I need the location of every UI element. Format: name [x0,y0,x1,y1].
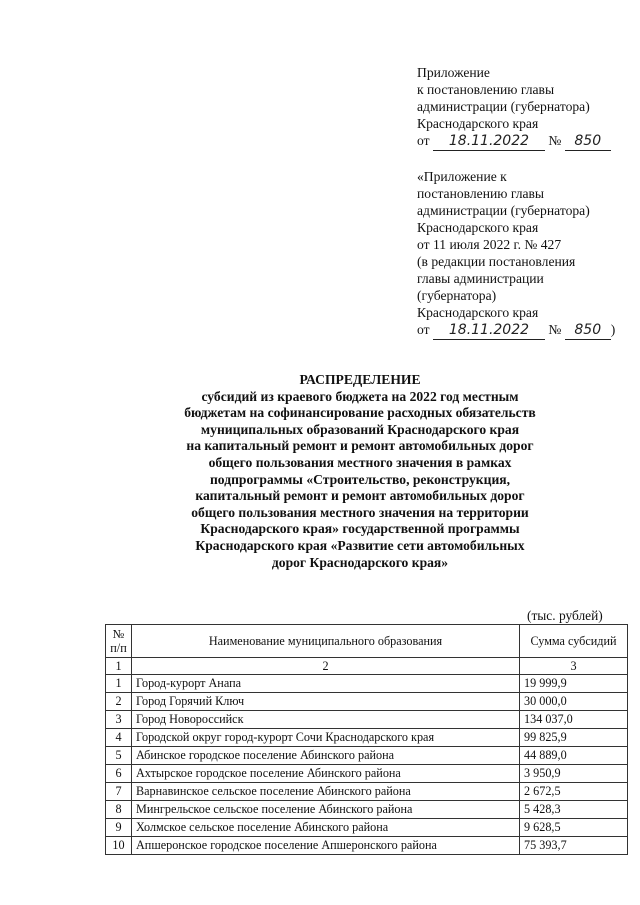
closing-bracket: ) [610,322,616,337]
table-row [106,729,628,747]
annex-line: Краснодарского края [417,220,539,235]
title-line: дорог Краснодарского края» [271,554,449,570]
handwritten-date: 18.11.2022 [433,322,545,340]
table-row [106,747,628,765]
row-name: Холмское сельское поселение Абинского района [132,819,520,837]
row-sum: 2 672,5 [520,783,628,801]
row-sum: 75 393,7 [520,837,628,855]
row-name: Варнавинское сельское поселение Абинского района [132,783,520,801]
annex-line: (в редакции постановления [417,254,576,269]
header-sum: Сумма субсидий [520,625,628,658]
column-index: 1 [106,658,132,675]
header-num-line1: № [112,627,125,641]
row-name: Город Новороссийск [132,711,520,729]
row-name: Ахтырское городское поселение Абинского района [132,765,520,783]
row-sum: 134 037,0 [520,711,628,729]
title-line: общего пользования местного значения в рамках [208,454,512,470]
row-sum: 19 999,9 [520,675,628,693]
row-name: Абинское городское поселение Абинского района [132,747,520,765]
table-header-row [106,625,628,658]
table-row [106,765,628,783]
handwritten-number: 850 [565,322,611,340]
annex-header [417,64,632,151]
annex-line: администрации (губернатора) [417,203,590,218]
title-line: Краснодарского края» государственной программы [200,521,520,537]
table-row [106,711,628,729]
row-sum: 5 428,3 [520,801,628,819]
table-row [106,819,628,837]
title-line: муниципальных образований Краснодарского края [200,421,520,437]
table-row [106,675,628,693]
row-number: 8 [106,801,132,819]
row-name: Город Горячий Ключ [132,693,520,711]
header-name: Наименование муниципального образования [132,625,520,658]
number-sign: № [548,133,562,148]
row-sum: 44 889,0 [520,747,628,765]
title-line: бюджетам на софинансирование расходных обязательств [184,405,536,421]
handwritten-number: 850 [565,133,611,151]
row-name: Мингрельское сельское поселение Абинского района [132,801,520,819]
header-num-line2: п/п [110,641,127,655]
table-row [106,783,628,801]
row-number: 2 [106,693,132,711]
annex-date-line [417,321,632,340]
handwritten-date: 18.11.2022 [433,133,545,151]
title-line: Краснодарского края «Развитие сети автомобильных [195,537,525,553]
row-sum: 99 825,9 [520,729,628,747]
units-label: (тыс. рублей) [527,608,603,623]
row-name: Город-курорт Анапа [132,675,520,693]
title-line: общего пользования местного значения на территории [191,504,529,520]
row-number: 1 [106,675,132,693]
annex-line: администрации (губернатора) [417,99,590,114]
row-number: 10 [106,837,132,855]
annex-redaction [417,168,632,340]
annex-line: постановлению главы [417,186,545,201]
row-name: Апшеронское городское поселение Апшеронского района [132,837,520,855]
row-number: 4 [106,729,132,747]
annex-line: Краснодарского края [417,305,539,320]
annex-line: Приложение [417,65,490,80]
annex-line: (губернатора) [417,288,497,303]
table-row [106,837,628,855]
row-number: 7 [106,783,132,801]
table-row [106,693,628,711]
row-number: 6 [106,765,132,783]
document-title [130,372,590,571]
annex-line: «Приложение к [417,169,507,184]
date-prefix: от [417,133,430,148]
annex-line: от 11 июля 2022 г. № 427 [417,237,562,252]
date-prefix: от [417,322,430,337]
column-index-row [106,658,628,675]
row-sum: 9 628,5 [520,819,628,837]
column-index: 2 [132,658,520,675]
annex-line: главы администрации [417,271,544,286]
column-index: 3 [520,658,628,675]
title-line: субсидий из краевого бюджета на 2022 год местным [201,388,519,404]
annex-line: к постановлению главы [417,82,555,97]
row-number: 5 [106,747,132,765]
annex-date-line [417,132,632,151]
title-line: на капитальный ремонт и ремонт автомобильных дорог [186,438,534,454]
header-num [106,625,132,658]
row-sum: 3 950,9 [520,765,628,783]
title-line: подпрограммы «Строительство, реконструкция, [209,471,511,487]
annex-line: Краснодарского края [417,116,539,131]
subsidy-table [105,624,628,855]
table-row [106,801,628,819]
row-number: 3 [106,711,132,729]
row-sum: 30 000,0 [520,693,628,711]
number-sign: № [548,322,562,337]
title-heading: РАСПРЕДЕЛЕНИЕ [299,372,421,387]
title-line: капитальный ремонт и ремонт автомобильных дорог [195,488,525,504]
row-name: Городской округ город-курорт Сочи Краснодарского края [132,729,520,747]
row-number: 9 [106,819,132,837]
